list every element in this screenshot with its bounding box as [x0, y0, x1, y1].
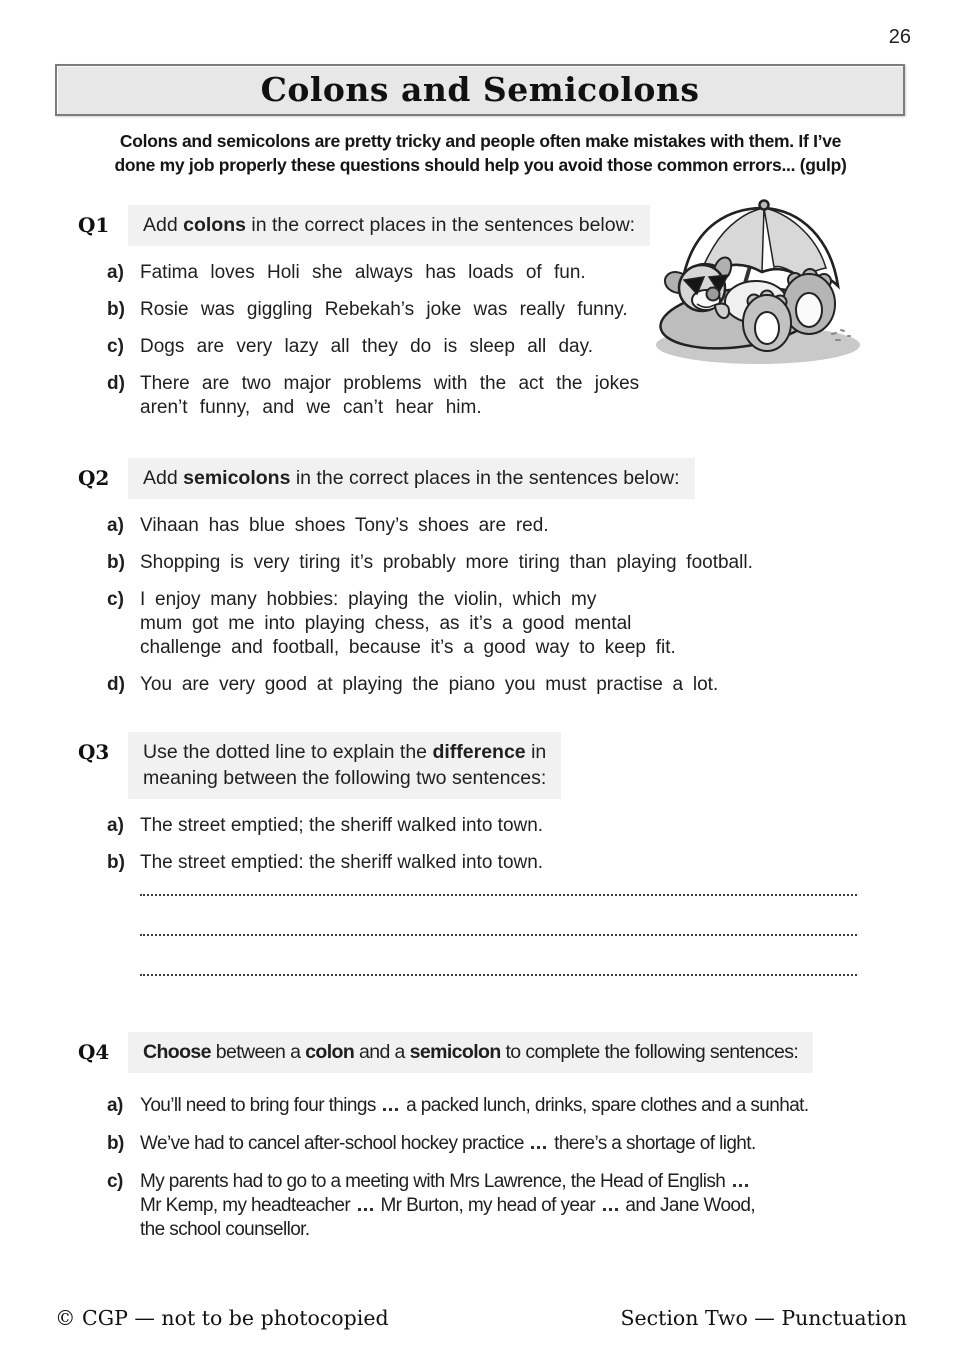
question-q4-number: Q4 [78, 1040, 110, 1064]
dog-nose [707, 288, 720, 301]
answer-gap[interactable] [383, 1097, 398, 1111]
item-text: The street emptied; the sheriff walked into town. [140, 815, 544, 836]
foot-pad [755, 312, 779, 344]
footer-section: Section Two — Punctuation [620, 1306, 907, 1330]
intro-text [0, 129, 961, 177]
item-text: Vihaan has blue shoes Tony’s shoes are red. [140, 515, 549, 536]
item-text: There are two major problems with the act the jokes [140, 373, 640, 394]
item-letter: c) [107, 1171, 123, 1192]
answer-line-1[interactable] [140, 856, 857, 896]
answer-lines [140, 856, 857, 976]
page-number: 26 [888, 26, 911, 48]
answer-gap[interactable] [358, 1197, 373, 1211]
item-letter: b) [107, 552, 125, 573]
item-text: Shopping is very tiring it’s probably more tiring than playing football. [140, 552, 753, 573]
item-text: challenge and football, because it’s a good way to keep fit. [140, 637, 676, 658]
question-q3-number: Q3 [78, 740, 110, 764]
item-letter: a) [107, 262, 124, 283]
foot-pad [796, 293, 822, 327]
question-q2-prompt: Add semicolons in the correct places in the sentences below: [128, 458, 695, 499]
q2-item-d [107, 673, 961, 697]
item-letter: c) [107, 336, 124, 357]
lazy-dog-under-umbrella-illustration [626, 194, 874, 382]
page-title: Colons and Semicolons [260, 70, 700, 109]
question-q2 [0, 458, 961, 710]
item-text: mum got me into playing chess, as it’s a good mental [140, 613, 632, 634]
q4-item-b [107, 1132, 961, 1156]
intro-line-1: Colons and semicolons are pretty tricky and people often make mistakes with them. If I’ve [119, 131, 842, 151]
question-q1-prompt: Add colons in the correct places in the sentences below: [128, 205, 650, 246]
dog-umbrella-svg [626, 194, 874, 382]
question-q2-number: Q2 [78, 466, 110, 490]
dog-front-foot [743, 291, 791, 352]
intro-line-2: done my job properly these questions should help you avoid those common errors... (gulp) [114, 155, 847, 175]
q4-item-c [107, 1170, 961, 1242]
question-q1-number: Q1 [78, 213, 110, 237]
item-letter: a) [107, 1095, 123, 1116]
item-letter: b) [107, 299, 125, 320]
q2-item-c [107, 588, 961, 660]
answer-gap[interactable] [531, 1135, 546, 1149]
item-letter: a) [107, 815, 124, 836]
item-text: Rosie was giggling Rebekah’s joke was really funny. [140, 299, 628, 320]
question-q3-prompt: Use the dotted line to explain the difference in meaning between the following two sentences: [128, 732, 561, 799]
question-q4 [0, 1032, 961, 1255]
item-text: the school counsellor. [140, 1219, 310, 1240]
item-text: I enjoy many hobbies: playing the violin, which my [140, 589, 597, 610]
item-letter: b) [107, 852, 125, 873]
answer-gap[interactable] [733, 1173, 748, 1187]
item-text: The street emptied: the sheriff walked into town. [140, 852, 544, 873]
item-letter: d) [107, 373, 125, 394]
page-footer [55, 1306, 907, 1330]
title-box [55, 64, 905, 116]
answer-line-2[interactable] [140, 896, 857, 936]
item-text: Fatima loves Holi she always has loads of fun. [140, 262, 586, 283]
q2-item-b [107, 551, 961, 575]
q4-item-a [107, 1094, 961, 1118]
item-text: My parents had to go to a meeting with Mrs Lawrence, the Head of English [140, 1170, 961, 1194]
answer-line-3[interactable] [140, 936, 857, 976]
q2-item-a [107, 514, 961, 538]
item-text: You are very good at playing the piano you must practise a lot. [140, 674, 719, 695]
item-letter: a) [107, 515, 124, 536]
item-text: Mr Kemp, my headteacher Mr Burton, my head of year and Jane Wood, [140, 1195, 756, 1216]
item-text: Dogs are very lazy all they do is sleep all day. [140, 336, 593, 357]
question-q4-prompt: Choose between a colon and a semicolon to complete the following sentences: [128, 1032, 813, 1073]
umbrella-top-nub [760, 201, 769, 210]
footer-copyright: © CGP — not to be photocopied [55, 1306, 389, 1330]
item-text: You’ll need to bring four things a packed lunch, drinks, spare clothes and a sunhat. [140, 1095, 809, 1116]
item-text: We’ve had to cancel after-school hockey practice there’s a shortage of light. [140, 1133, 756, 1154]
item-text: aren’t funny, and we can’t hear him. [140, 397, 482, 418]
answer-gap[interactable] [603, 1197, 618, 1211]
item-letter: d) [107, 674, 125, 695]
item-letter: c) [107, 589, 124, 610]
q3-item-a [107, 814, 961, 838]
item-letter: b) [107, 1133, 124, 1154]
